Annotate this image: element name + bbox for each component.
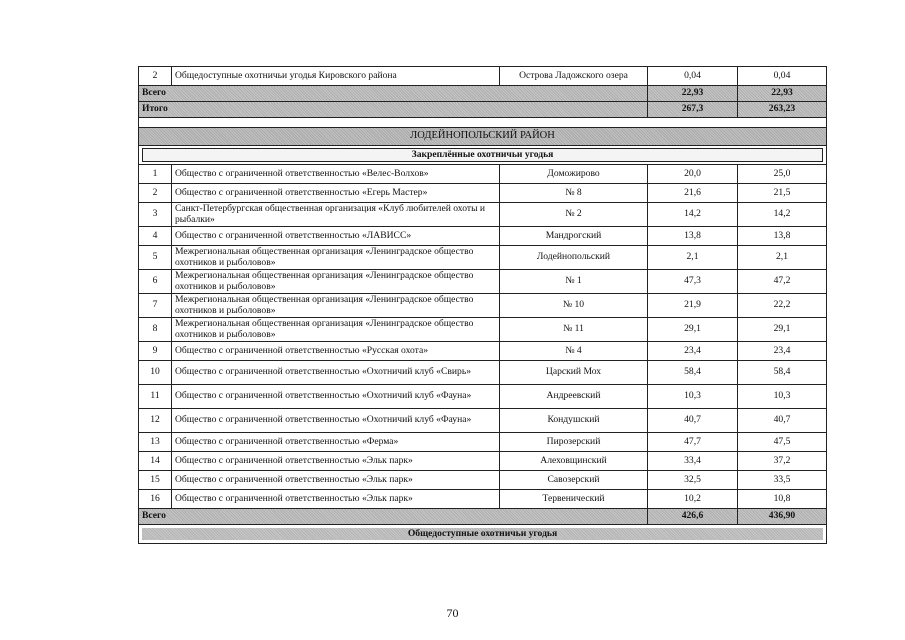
table-row xyxy=(139,452,827,471)
value-1: 33,4 xyxy=(648,452,738,471)
value-2: 14,2 xyxy=(738,203,827,227)
area-name: № 8 xyxy=(500,184,648,203)
area-name: Пирозерский xyxy=(500,433,648,452)
organization-name: Общество с ограниченной ответственностью «Эльк парк» xyxy=(172,471,500,490)
subtotal-value-1: 22,93 xyxy=(648,86,738,102)
subtotal-value-2: 436,90 xyxy=(738,509,827,525)
total-row xyxy=(139,102,827,118)
organization-name: Межрегиональная общественная организация «Ленинградское общество охотников и рыболовов» xyxy=(172,294,500,318)
value-1: 14,2 xyxy=(648,203,738,227)
organization-name: Общество с ограниченной ответственностью «Русская охота» xyxy=(172,342,500,361)
table-row xyxy=(139,342,827,361)
hunting-grounds-table xyxy=(138,66,827,544)
total-value-2: 263,23 xyxy=(738,102,827,118)
organization-name: Межрегиональная общественная организация «Ленинградское общество охотников и рыболовов» xyxy=(172,270,500,294)
table-row xyxy=(139,203,827,227)
value-2: 47,5 xyxy=(738,433,827,452)
value-1: 0,04 xyxy=(648,67,738,86)
organization-name: Общество с ограниченной ответственностью «Охотничий клуб «Фауна» xyxy=(172,385,500,409)
organization-name: Общество с ограниченной ответственностью «Охотничий клуб «Свирь» xyxy=(172,361,500,385)
value-1: 2,1 xyxy=(648,246,738,270)
row-number: 5 xyxy=(139,246,172,270)
area-name: № 2 xyxy=(500,203,648,227)
area-name: Острова Ладожского озера xyxy=(500,67,648,86)
table-row xyxy=(139,385,827,409)
value-1: 29,1 xyxy=(648,318,738,342)
organization-name: Общество с ограниченной ответственностью «Эльк парк» xyxy=(172,490,500,509)
area-name: Тервенический xyxy=(500,490,648,509)
row-number: 10 xyxy=(139,361,172,385)
area-name: № 4 xyxy=(500,342,648,361)
table-row xyxy=(139,490,827,509)
area-name: Лодейнопольский xyxy=(500,246,648,270)
value-2: 0,04 xyxy=(738,67,827,86)
value-2: 23,4 xyxy=(738,342,827,361)
subtotal-row xyxy=(139,86,827,102)
value-2: 22,2 xyxy=(738,294,827,318)
table-row xyxy=(139,361,827,385)
organization-name: Общество с ограниченной ответственностью «ЛАВИСС» xyxy=(172,227,500,246)
row-number: 2 xyxy=(139,184,172,203)
subtotal-row xyxy=(139,509,827,525)
section-title-fixed: Закреплённые охотничьи угодья xyxy=(142,148,823,162)
value-2: 33,5 xyxy=(738,471,827,490)
area-name: № 1 xyxy=(500,270,648,294)
row-number: 4 xyxy=(139,227,172,246)
value-2: 2,1 xyxy=(738,246,827,270)
subtotal-label: Всего xyxy=(139,86,648,102)
total-value-1: 267,3 xyxy=(648,102,738,118)
area-name: Андреевский xyxy=(500,385,648,409)
value-2: 40,7 xyxy=(738,409,827,433)
table-row xyxy=(139,246,827,270)
organization-name: Санкт-Петербургская общественная организация «Клуб любителей охоты и рыбалки» xyxy=(172,203,500,227)
region-header-row xyxy=(139,128,827,146)
value-1: 10,3 xyxy=(648,385,738,409)
total-label: Итого xyxy=(139,102,648,118)
value-2: 21,5 xyxy=(738,184,827,203)
area-name: Царский Мох xyxy=(500,361,648,385)
row-number: 14 xyxy=(139,452,172,471)
row-number: 2 xyxy=(139,67,172,86)
row-number: 11 xyxy=(139,385,172,409)
value-1: 58,4 xyxy=(648,361,738,385)
subtotal-label: Всего xyxy=(139,509,648,525)
row-number: 3 xyxy=(139,203,172,227)
row-number: 15 xyxy=(139,471,172,490)
value-1: 10,2 xyxy=(648,490,738,509)
area-name: Мандрогский xyxy=(500,227,648,246)
value-1: 21,9 xyxy=(648,294,738,318)
page-number: 70 xyxy=(446,606,459,620)
spacer-row xyxy=(139,118,827,128)
table-row xyxy=(139,184,827,203)
section-header-row xyxy=(139,146,827,165)
value-1: 20,0 xyxy=(648,165,738,184)
value-1: 47,7 xyxy=(648,433,738,452)
table-row xyxy=(139,67,827,86)
value-2: 29,1 xyxy=(738,318,827,342)
row-number: 13 xyxy=(139,433,172,452)
table-row xyxy=(139,471,827,490)
value-2: 10,8 xyxy=(738,490,827,509)
row-number: 1 xyxy=(139,165,172,184)
organization-name: Межрегиональная общественная организация «Ленинградское общество охотников и рыболовов» xyxy=(172,318,500,342)
value-1: 23,4 xyxy=(648,342,738,361)
row-number: 12 xyxy=(139,409,172,433)
area-name: № 10 xyxy=(500,294,648,318)
subtotal-value-2: 22,93 xyxy=(738,86,827,102)
value-2: 13,8 xyxy=(738,227,827,246)
row-number: 6 xyxy=(139,270,172,294)
value-2: 58,4 xyxy=(738,361,827,385)
value-1: 40,7 xyxy=(648,409,738,433)
area-name: Алеховщинский xyxy=(500,452,648,471)
table-row xyxy=(139,318,827,342)
row-number: 16 xyxy=(139,490,172,509)
organization-name: Общедоступные охотничьи угодья Кировского района xyxy=(172,67,500,86)
table-row xyxy=(139,433,827,452)
organization-name: Общество с ограниченной ответственностью «Егерь Мастер» xyxy=(172,184,500,203)
table-row xyxy=(139,270,827,294)
table-row xyxy=(139,165,827,184)
row-number: 7 xyxy=(139,294,172,318)
table-row xyxy=(139,227,827,246)
value-2: 37,2 xyxy=(738,452,827,471)
area-name: № 11 xyxy=(500,318,648,342)
value-1: 13,8 xyxy=(648,227,738,246)
value-1: 32,5 xyxy=(648,471,738,490)
value-2: 25,0 xyxy=(738,165,827,184)
table-row xyxy=(139,294,827,318)
organization-name: Общество с ограниченной ответственностью «Охотничий клуб «Фауна» xyxy=(172,409,500,433)
organization-name: Общество с ограниченной ответственностью «Ферма» xyxy=(172,433,500,452)
area-name: Кондушский xyxy=(500,409,648,433)
section-title-public: Общедоступные охотничьи угодья xyxy=(142,528,823,540)
organization-name: Общество с ограниченной ответственностью «Велес-Волхов» xyxy=(172,165,500,184)
region-title: ЛОДЕЙНОПОЛЬСКИЙ РАЙОН xyxy=(139,128,827,146)
row-number: 9 xyxy=(139,342,172,361)
area-name: Доможирово xyxy=(500,165,648,184)
row-number: 8 xyxy=(139,318,172,342)
value-2: 10,3 xyxy=(738,385,827,409)
table-body xyxy=(139,67,827,544)
table-row xyxy=(139,409,827,433)
subtotal-value-1: 426,6 xyxy=(648,509,738,525)
organization-name: Межрегиональная общественная организация «Ленинградское общество охотников и рыболовов» xyxy=(172,246,500,270)
section-header-row xyxy=(139,525,827,544)
organization-name: Общество с ограниченной ответственностью «Эльк парк» xyxy=(172,452,500,471)
area-name: Савозерский xyxy=(500,471,648,490)
value-1: 21,6 xyxy=(648,184,738,203)
value-2: 47,2 xyxy=(738,270,827,294)
value-1: 47,3 xyxy=(648,270,738,294)
